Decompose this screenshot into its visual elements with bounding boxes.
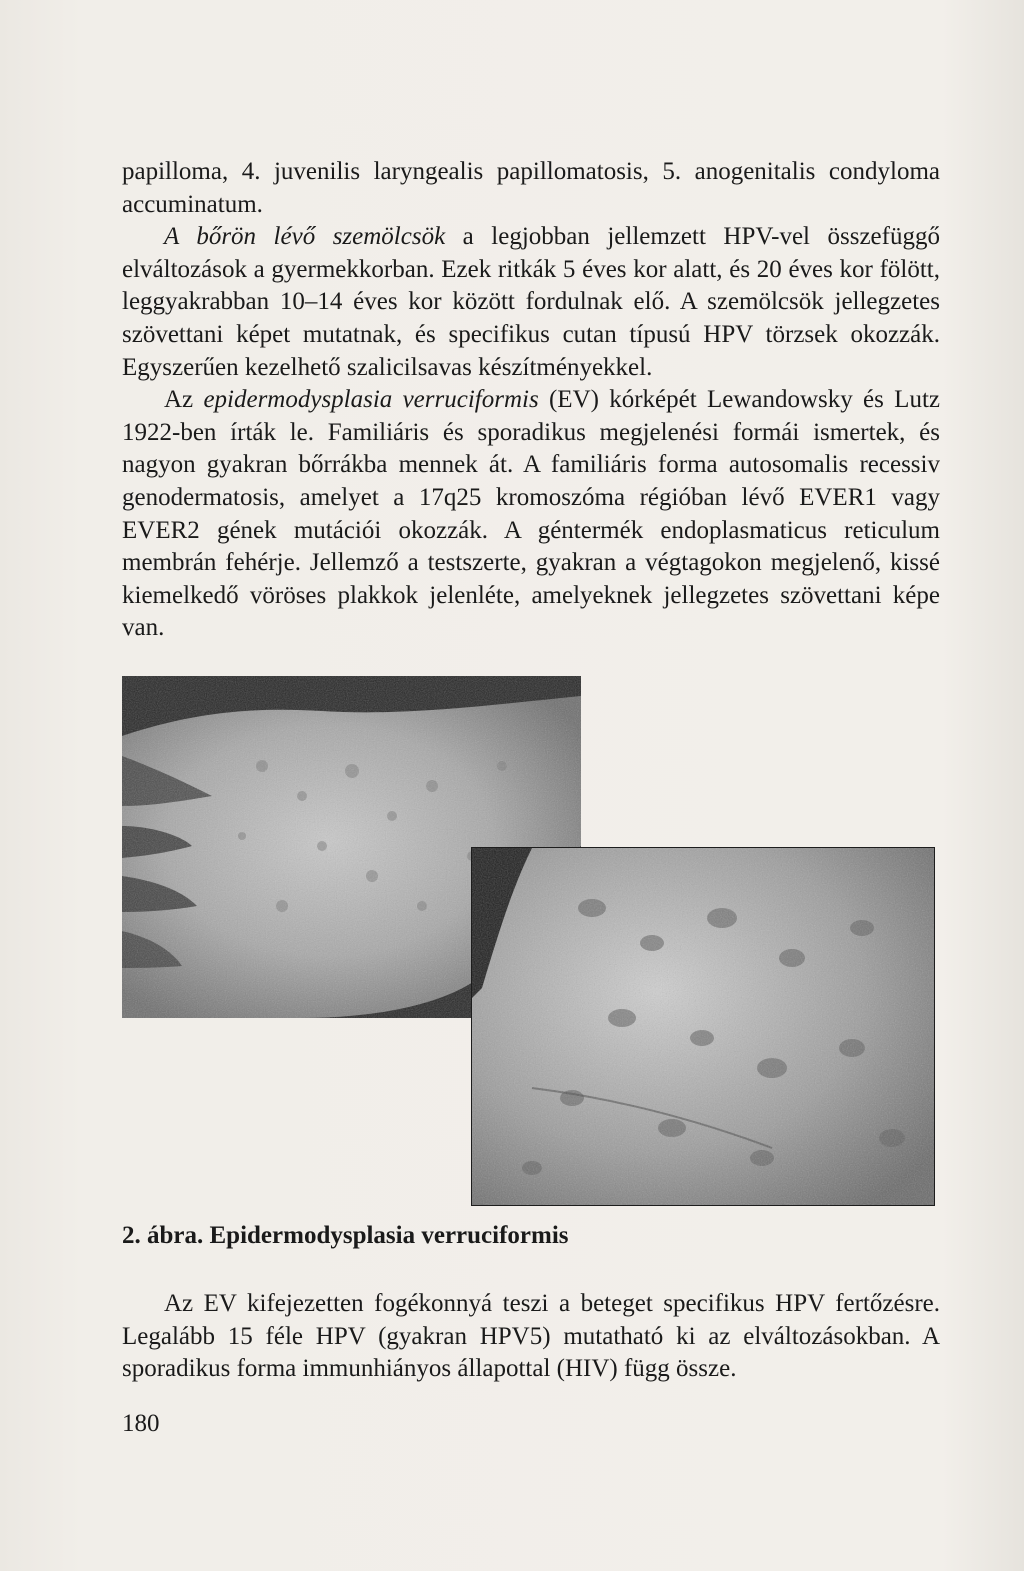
figure-photo-closeup	[472, 848, 934, 1205]
paragraph-4: Az EV kifejezetten fogékonnyá teszi a beteget specifikus HPV fertőzésre. Legalább 15 féle HPV (gyakran HPV5) mutatható ki az elváltozásokban. A sporadikus forma immunhiányos állapottal (HIV) függ össze.	[122, 1290, 940, 1383]
paragraph-2	[122, 221, 940, 384]
paragraph-2-text: a legjobban jellemzett HPV-vel összefüggő elváltozások a gyermekkorban. Ezek ritkák 5 éves kor alatt, és 20 éves kor fölött, leggyakrabban 10–14 éves kor között fordulnak elő. A szemölcsök jellegzetes szövettani képet mutatnak, és specifikus cutan típusú HPV törzsek okozzák. Egyszerűen kezelhető szalicilsavas készítményekkel.	[122, 223, 940, 381]
paragraph-3-italic: epidermodysplasia verruciformis	[203, 386, 539, 414]
paragraph-2-italic: A bőrön lévő szemölcsök	[164, 223, 446, 251]
paragraph-3	[122, 384, 940, 645]
paragraph-3-prefix: Az	[164, 386, 204, 414]
figure-caption: 2. ábra. Epidermodysplasia verruciformis	[122, 1222, 569, 1249]
body-text-bottom	[122, 1288, 940, 1386]
page-number: 180	[122, 1410, 160, 1437]
paragraph-1: papilloma, 4. juvenilis laryngealis papillomatosis, 5. anogenitalis condyloma accuminatum.	[122, 158, 940, 218]
body-text-top	[122, 156, 940, 645]
paragraph-3-text: (EV) kórképét Lewandowsky és Lutz 1922-ben írták le. Familiáris és sporadikus megjelenési formái ismertek, és nagyon gyakran bőrrákba mennek át. A familiáris forma autosomalis recessiv genodermatosis, amelyet a 17q25 kromoszóma régióban lévő EVER1 vagy EVER2 gének mutációi okozzák. A géntermék endoplasmaticus reticulum membrán fehérje. Jellemző a testszerte, gyakran a végtagokon megjelenő, kissé kiemelkedő vöröses plakkok jelenléte, amelyeknek jellegzetes szövettani képe van.	[122, 386, 940, 642]
